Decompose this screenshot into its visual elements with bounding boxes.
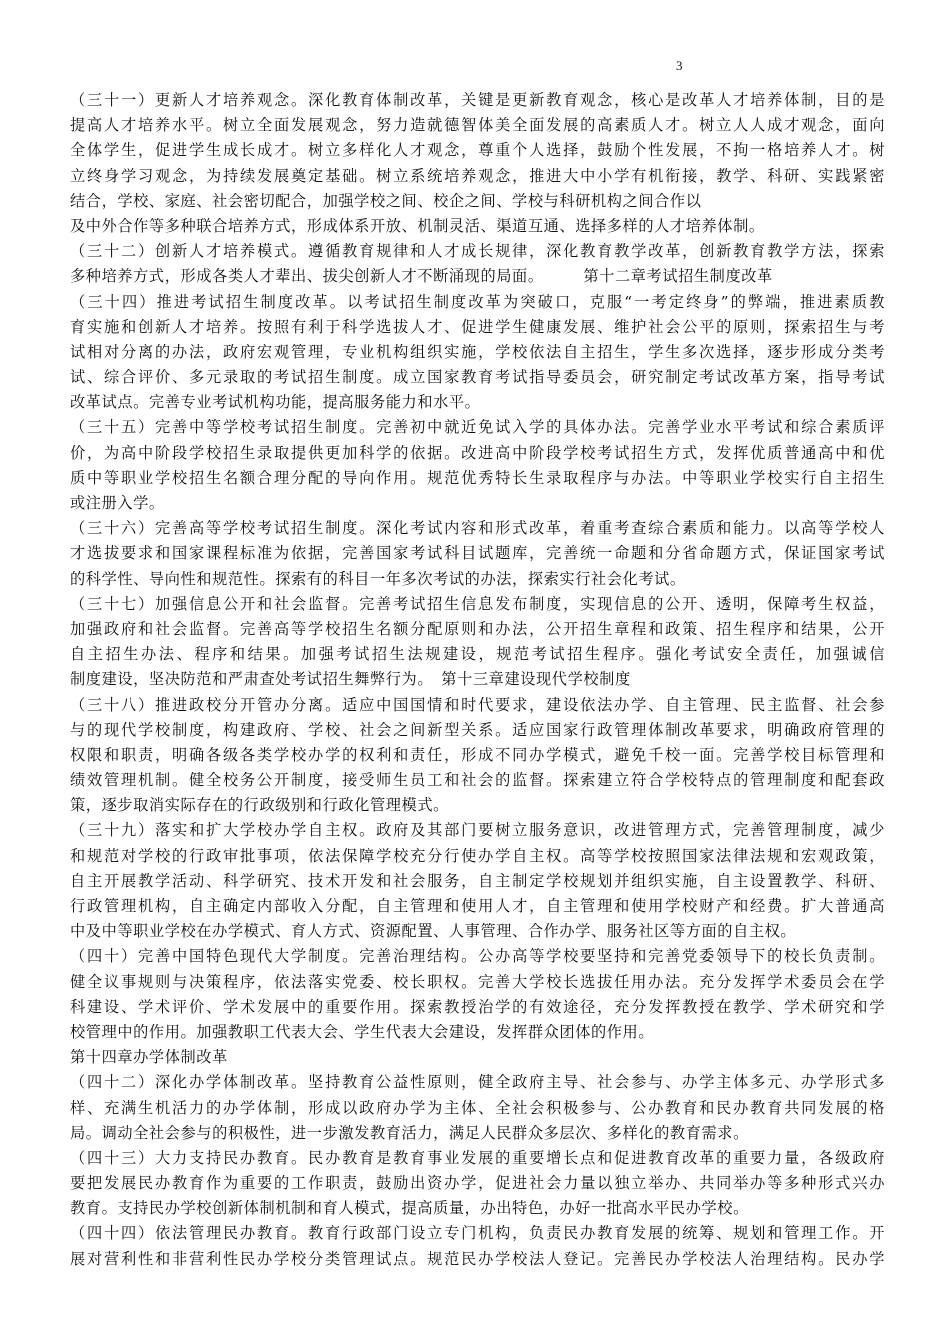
text-line: （四十四）依法管理民办教育。教育行政部门设立专门机构，负责民办教育发展的统筹、规划和管理工作。开 (70, 1224, 885, 1243)
text-line: 育实施和创新人才培养。按照有利于科学选拔人才、促进学生健康发展、维护社会公平的原则，探索招生与考 (70, 317, 885, 336)
text-line: 绩效管理机制。健全校务公开制度，接受师生员工和社会的监督。探索建立符合学校特点的管理制度和配套政 (70, 771, 885, 790)
text-line: 价，为高中阶段学校招生录取提供更加科学的依据。改进高中阶段学校考试招生方式，发挥优质普通高中和优 (70, 443, 885, 462)
text-line: 或注册入学。 (70, 494, 165, 512)
text-line: 行政管理机构，自主确定内部收入分配，自主管理和使用人才，自主管理和使用学校财产和经费。扩大普通高 (70, 897, 885, 915)
text-line: 试相对分离的办法，政府宏观管理，专业机构组织实施，学校依法自主招生，学生多次选择，逐步形成分类考 (70, 342, 885, 361)
text-line: 和规范对学校的行政审批事项，依法保障学校充分行使办学自主权。高等学校按照国家法律法规和宏观政策， (70, 846, 885, 865)
page-number: 3 (676, 58, 683, 73)
text-line: 中及中等职业学校在办学模式、育人方式、资源配置、人事管理、合作办学、服务社区等方面的自主权。 (70, 922, 797, 941)
text-line: 质中等职业学校招生名额合理分配的导向作用。规范优秀特长生录取程序与办法。中等职业学校实行自主招生 (70, 468, 885, 487)
text-line: 与的现代学校制度，构建政府、学校、社会之间新型关系。适应国家行政管理体制改革要求，明确政府管理的 (70, 720, 885, 739)
text-line: （四十二）深化办学体制改革。坚持教育公益性原则，健全政府主导、社会参与、办学主体多元、办学形式多 (70, 1073, 885, 1092)
document-body (70, 88, 885, 1272)
text-line: （四十）完善中国特色现代大学制度。完善治理结构。公办高等学校要坚持和完善党委领导下的校长负责制。 (70, 947, 885, 966)
text-line: （三十六）完善高等学校考试招生制度。深化考试内容和形式改革，着重考查综合素质和能力。以高等学校人 (70, 519, 885, 538)
text-line: 全体学生，促进学生成长成才。树立多样化人才观念，尊重个人选择，鼓励个性发展，不拘一格培养人才。树 (70, 141, 885, 160)
text-line: 要把发展民办教育作为重要的工作职责，鼓励出资办学，促进社会力量以独立举办、共同举办等多种形式兴办 (70, 1174, 885, 1193)
text-line: 校管理中的作用。加强教职工代表大会、学生代表大会建设，发挥群众团体的作用。 (70, 1022, 655, 1041)
text-line: 教育。支持民办学校创新体制机制和育人模式，提高质量，办出特色，办好一批高水平民办学校。 (70, 1199, 749, 1218)
text-line: （四十三）大力支持民办教育。民办教育是教育事业发展的重要增长点和促进教育改革的重要力量，各级政府 (70, 1148, 885, 1167)
text-line: 立终身学习观念，为持续发展奠定基础。树立系统培养观念，推进大中小学有机衔接，教学、科研、实践紧密 (70, 166, 885, 185)
text-line: 自主开展教学活动、科学研究、技术开发和社会服务，自主制定学校规划并组织实施，自主设置教学、科研、 (70, 871, 885, 890)
text-line: 多种培养方式，形成各类人才辈出、拔尖创新人才不断涌现的局面。 第十二章考试招生制度改革 (70, 267, 773, 286)
text-line: 第十四章办学体制改革 (70, 1048, 228, 1067)
text-line: 制度建设，坚决防范和严肃查处考试招生舞弊行为。 第十三章建设现代学校制度 (70, 670, 631, 689)
text-line: 试、综合评价、多元录取的考试招生制度。成立国家教育考试指导委员会，研究制定考试改革方案，指导考试 (70, 368, 885, 387)
text-line: 展对营利性和非营利性民办学校分类管理试点。规范民办学校法人登记。完善民办学校法人治理结构。民办学 (70, 1249, 885, 1268)
text-line: （三十八）推进政校分开管办分离。适应中国国情和时代要求，建设依法办学、自主管理、民主监督、社会参 (70, 695, 885, 714)
text-line: （三十九）落实和扩大学校办学自主权。政府及其部门要树立服务意识，改进管理方式，完善管理制度，减少 (70, 821, 885, 840)
text-line: 样、充满生机活力的办学体制，形成以政府办学为主体、全社会积极参与、公办教育和民办教育共同发展的格 (70, 1098, 885, 1117)
text-line: 加强政府和社会监督。完善高等学校招生名额分配原则和办法，公开招生章程和政策、招生程序和结果，公开 (70, 619, 885, 638)
text-line: 提高人才培养水平。树立全面发展观念，努力造就德智体美全面发展的高素质人才。树立人人成才观念，面向 (70, 116, 885, 135)
text-line: （三十一）更新人才培养观念。深化教育体制改革，关键是更新教育观念，核心是改革人才培养体制，目的是 (70, 91, 885, 109)
text-line: 自主招生办法、程序和结果。加强考试招生法规建设，规范考试招生程序。强化考试安全责任，加强诚信 (70, 645, 885, 664)
text-line: （三十二）创新人才培养模式。遵循教育规律和人才成长规律，深化教育教学改革，创新教育教学方法，探索 (70, 242, 885, 261)
text-line: 健全议事规则与决策程序，依法落实党委、校长职权。完善大学校长选拔任用办法。充分发挥学术委员会在学 (70, 972, 885, 991)
text-line: 改革试点。完善专业考试机构功能，提高服务能力和水平。 (70, 393, 481, 412)
text-line: 及中外合作等多种联合培养方式，形成体系开放、机制灵活、渠道互通、选择多样的人才培养体制。 (70, 216, 765, 235)
text-line: 策，逐步取消实际存在的行政级别和行政化管理模式。 (70, 796, 449, 815)
text-line: 科建设、学术评价、学术发展中的重要作用。探索教授治学的有效途径，充分发挥教授在教学、学术研究和学 (70, 997, 885, 1016)
text-line: 结合，学校、家庭、社会密切配合，加强学校之间、校企之间、学校与科研机构之间合作以 (70, 191, 702, 210)
text-line: 权限和职责，明确各级各类学校办学的权利和责任，形成不同办学模式，避免千校一面。完善学校目标管理和 (70, 745, 885, 764)
text-line: 局。调动全社会参与的积极性，进一步激发教育活力，满足人民群众多层次、多样化的教育需求。 (70, 1123, 749, 1142)
text-line: （三十五）完善中等学校考试招生制度。完善初中就近免试入学的具体办法。完善学业水平考试和综合素质评 (70, 418, 885, 437)
text-line: 才选拔要求和国家课程标准为依据，完善国家考试科目试题库，完善统一命题和分省命题方式，保证国家考试 (70, 544, 885, 563)
text-line: （三十七）加强信息公开和社会监督。完善考试招生信息发布制度，实现信息的公开、透明，保障考生权益， (70, 594, 885, 613)
text-line: 的科学性、导向性和规范性。探索有的科目一年多次考试的办法，探索实行社会化考试。 (70, 569, 686, 588)
text-line: （三十四）推进考试招生制度改革。以考试招生制度改革为突破口，克服“一考定终身”的弊端，推进素质教 (70, 292, 885, 311)
